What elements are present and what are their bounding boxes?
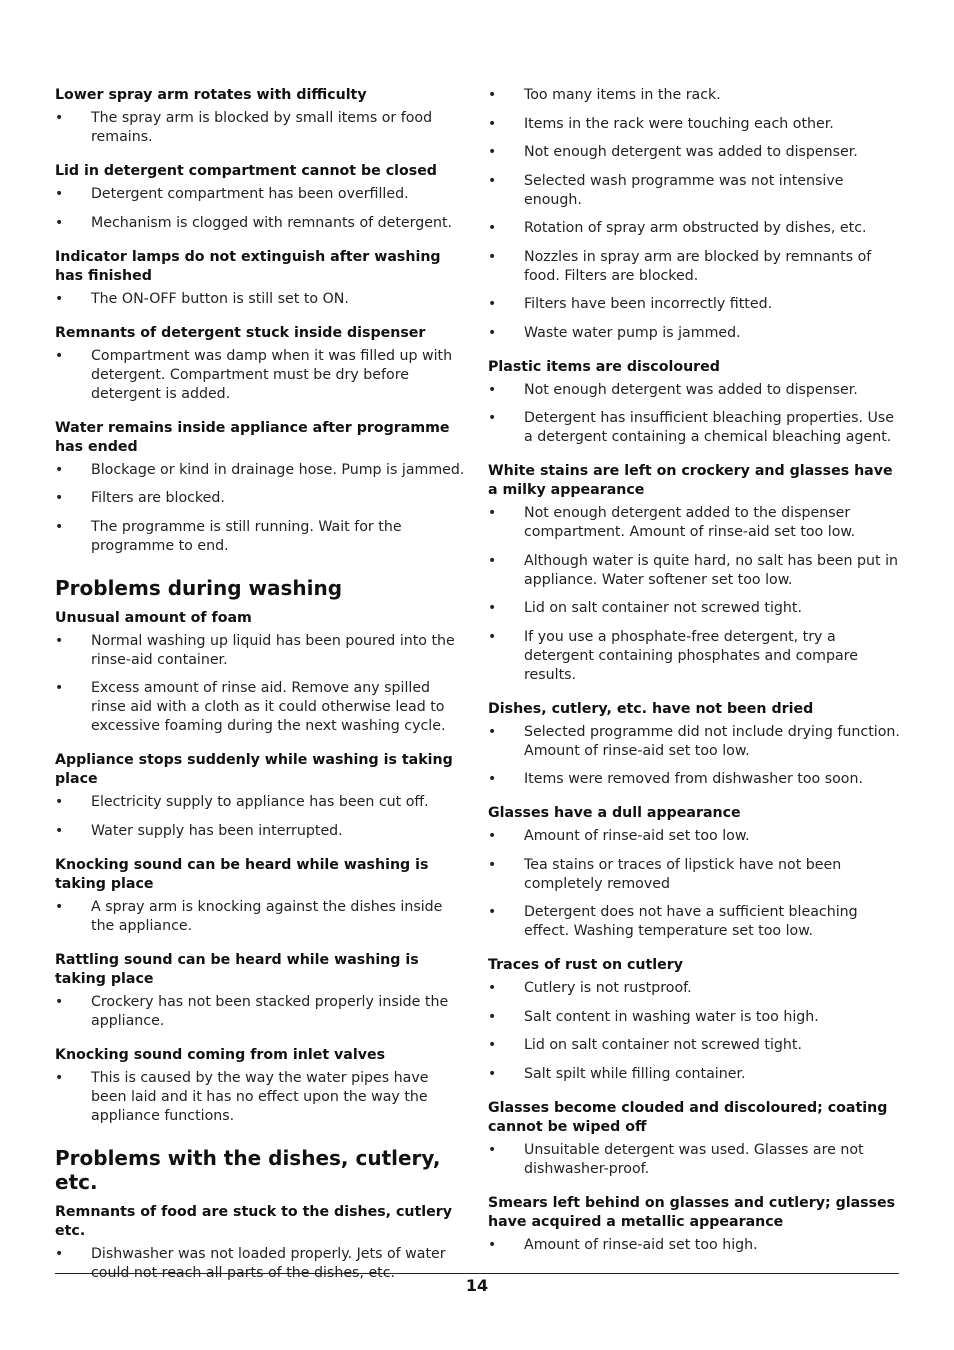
list-item-text: Electricity supply to appliance has been cut off. bbox=[91, 794, 429, 810]
list-item bbox=[488, 599, 900, 618]
bullet-icon: • bbox=[55, 490, 64, 506]
list-item-text: Tea stains or traces of lipstick have not been completely removed bbox=[524, 856, 842, 892]
list-item-text: Not enough detergent added to the dispenser compartment. Amount of rinse-aid set too low. bbox=[524, 505, 856, 540]
list-item bbox=[55, 185, 467, 204]
list-item-text: Detergent compartment has been overfilled. bbox=[91, 186, 409, 202]
list-item bbox=[488, 219, 900, 238]
section-heading-rest: with the dishes, cutlery, etc. bbox=[55, 1145, 441, 1194]
bullet-icon: • bbox=[488, 505, 497, 521]
problem-section-unusual-amount-of-foam bbox=[55, 609, 467, 737]
list-item-text: Items were removed from dishwasher too soon. bbox=[524, 771, 863, 787]
problem-title: Lower spray arm rotates with difficulty bbox=[55, 87, 367, 103]
list-item bbox=[55, 898, 467, 936]
list-item bbox=[488, 381, 900, 400]
problem-section-glasses-have-a-dull-appearance bbox=[488, 804, 900, 941]
list-item-text: Salt spilt while filling container. bbox=[524, 1065, 746, 1082]
bullet-icon: • bbox=[55, 186, 64, 202]
problem-title: Lid in detergent compartment cannot be closed bbox=[55, 163, 437, 179]
list-item bbox=[488, 295, 900, 314]
problem-title: Smears left behind on glasses and cutlery; glasses have acquired a metallic appearance bbox=[488, 1194, 896, 1230]
list-item bbox=[488, 1065, 900, 1084]
section-heading bbox=[55, 1146, 467, 1194]
list-item-text: Detergent has insufficient bleaching properties. Use a detergent containing a chemical bleaching agent. bbox=[524, 410, 895, 445]
problem-section-rattling-sound-can-be-heard-while-washin bbox=[55, 951, 467, 1031]
list-item bbox=[488, 723, 900, 761]
list-item bbox=[488, 1141, 900, 1179]
bullet-icon: • bbox=[55, 347, 64, 364]
list-item-text: Selected wash programme was not intensive enough. bbox=[524, 172, 844, 208]
list-item bbox=[488, 628, 900, 685]
problem-title: Appliance stops suddenly while washing is taking place bbox=[55, 752, 453, 787]
bullet-icon: • bbox=[488, 115, 497, 132]
list-item bbox=[488, 770, 900, 789]
list-item-text: Dishwasher was not loaded properly. Jets of water could not reach all parts of the dishes, etc. bbox=[91, 1245, 446, 1281]
list-item bbox=[488, 856, 900, 894]
list-item-text: Compartment was damp when it was filled up with detergent. Compartment must be dry before detergent is added. bbox=[91, 347, 453, 402]
list-item-text: Although water is quite hard, no salt has been put in appliance. Water softener set too low. bbox=[524, 552, 899, 588]
list-item bbox=[488, 409, 900, 447]
bullet-icon: • bbox=[488, 410, 497, 426]
problem-section-lid-in-detergent-compartment-cannot-be-c bbox=[55, 162, 467, 233]
list-item-text: The ON-OFF button is still set to ON. bbox=[91, 290, 349, 307]
list-item bbox=[488, 504, 900, 542]
bullet-icon: • bbox=[488, 172, 497, 189]
list-item-text: Unsuitable detergent was used. Glasses are not dishwasher-proof. bbox=[524, 1141, 864, 1177]
problem-section-glasses-become-clouded-and-discoloured-c bbox=[488, 1099, 900, 1179]
problem-title: Unusual amount of foam bbox=[55, 609, 252, 626]
bullet-icon: • bbox=[488, 600, 497, 616]
bullet-icon: • bbox=[488, 296, 497, 312]
section-heading-rest: during washing bbox=[160, 575, 343, 600]
list-item-text: Amount of rinse-aid set too low. bbox=[524, 828, 750, 844]
problem-title: Rattling sound can be heard while washing is taking place bbox=[55, 951, 419, 987]
bullet-icon: • bbox=[488, 828, 497, 844]
problem-section-knocking-sound-coming-from-inlet-valves bbox=[55, 1046, 467, 1126]
list-item bbox=[55, 632, 467, 670]
bullet-icon: • bbox=[488, 723, 497, 740]
list-item-text: Nozzles in spray arm are blocked by remnants of food. Filters are blocked. bbox=[524, 248, 872, 284]
list-item bbox=[55, 822, 467, 841]
bullet-icon: • bbox=[488, 220, 497, 236]
section-heading-first: Problems bbox=[55, 575, 161, 600]
list-item-text: Filters have been incorrectly fitted. bbox=[524, 296, 773, 312]
list-item bbox=[55, 290, 467, 309]
bullet-icon: • bbox=[55, 110, 64, 126]
problem-title: Remnants of food are stuck to the dishes, cutlery etc. bbox=[55, 1203, 453, 1239]
list-item-text: This is caused by the way the water pipes have been laid and it has no effect upon the way the appliance functions. bbox=[91, 1069, 429, 1124]
list-item bbox=[55, 489, 467, 508]
problem-section-indicator-lamps-do-not-extinguish-after- bbox=[55, 248, 467, 309]
list-item-text: Not enough detergent was added to dispenser. bbox=[524, 144, 858, 160]
list-item-text: If you use a phosphate-free detergent, try a detergent containing phosphates and compare results. bbox=[524, 628, 858, 683]
bullet-icon: • bbox=[488, 248, 497, 265]
problem-title: Indicator lamps do not extinguish after washing has finished bbox=[55, 248, 441, 284]
problem-title: Glasses become clouded and discoloured; coating cannot be wiped off bbox=[488, 1099, 888, 1135]
problem-section bbox=[488, 86, 900, 343]
problem-section-white-stains-are-left-on-crockery-and-gl bbox=[488, 462, 900, 685]
list-item bbox=[488, 172, 900, 210]
list-item bbox=[488, 979, 900, 998]
problem-section-smears-left-behind-on-glasses-and-cutler bbox=[488, 1194, 900, 1255]
problem-section-remnants-of-detergent-stuck-inside-dispe bbox=[55, 324, 467, 404]
bullet-icon: • bbox=[55, 518, 64, 535]
list-item bbox=[55, 679, 467, 736]
list-item-text: Excess amount of rinse aid. Remove any spilled rinse aid with a cloth as it could otherwise lead to excessive foaming during the next washing cycle. bbox=[91, 680, 446, 734]
problem-section-lower-spray-arm-rotates-with-difficulty bbox=[55, 86, 467, 147]
list-item-text: Waste water pump is jammed. bbox=[524, 324, 741, 341]
list-item bbox=[55, 1069, 467, 1126]
bullet-icon: • bbox=[488, 87, 497, 103]
list-item-text: Mechanism is clogged with remnants of detergent. bbox=[91, 214, 453, 231]
list-item bbox=[55, 347, 467, 404]
problem-title: Knocking sound coming from inlet valves bbox=[55, 1046, 386, 1063]
list-item-text: Detergent does not have a sufficient bleaching effect. Washing temperature set too low. bbox=[524, 904, 858, 939]
list-item bbox=[55, 461, 467, 480]
list-item-text: Items in the rack were touching each other. bbox=[524, 115, 834, 132]
list-item-text: Amount of rinse-aid set too high. bbox=[524, 1236, 758, 1253]
bullet-icon: • bbox=[488, 980, 497, 996]
problem-title: Plastic items are discoloured bbox=[488, 358, 720, 375]
list-item-text: Not enough detergent was added to dispenser. bbox=[524, 381, 858, 398]
list-item-text: Blockage or kind in drainage hose. Pump is jammed. bbox=[91, 461, 465, 478]
list-item-text: The programme is still running. Wait for the programme to end. bbox=[91, 518, 402, 554]
list-item bbox=[55, 993, 467, 1031]
bullet-icon: • bbox=[488, 904, 497, 920]
list-item-text: A spray arm is knocking against the dishes inside the appliance. bbox=[91, 898, 443, 934]
problem-title: Dishes, cutlery, etc. have not been dried bbox=[488, 700, 814, 717]
bullet-icon: • bbox=[55, 632, 64, 649]
problem-title: Water remains inside appliance after programme has ended bbox=[55, 419, 450, 455]
bullet-icon: • bbox=[55, 993, 64, 1010]
list-item bbox=[488, 324, 900, 343]
list-item-text: Too many items in the rack. bbox=[524, 87, 721, 103]
page-number: 14 bbox=[465, 1276, 489, 1295]
problem-section-dishes-cutlery-etc-have-not-been-dried bbox=[488, 700, 900, 790]
bullet-icon: • bbox=[55, 898, 64, 915]
list-item bbox=[488, 827, 900, 846]
bullet-icon: • bbox=[488, 144, 497, 160]
list-item bbox=[488, 248, 900, 286]
problem-section-plastic-items-are-discoloured bbox=[488, 358, 900, 448]
list-item bbox=[55, 518, 467, 556]
bullet-icon: • bbox=[55, 290, 64, 307]
bullet-icon: • bbox=[488, 1065, 497, 1082]
problem-title: Remnants of detergent stuck inside dispenser bbox=[55, 324, 426, 341]
bullet-icon: • bbox=[488, 1037, 497, 1053]
problem-section-remnants-of-food-are-stuck-to-the-dishes bbox=[55, 1203, 467, 1283]
problem-title: Glasses have a dull appearance bbox=[488, 805, 741, 821]
list-item bbox=[55, 214, 467, 233]
problem-section-traces-of-rust-on-cutlery bbox=[488, 956, 900, 1084]
bullet-icon: • bbox=[488, 1008, 497, 1025]
list-item bbox=[488, 1036, 900, 1055]
bullet-icon: • bbox=[55, 461, 64, 478]
problem-title: Traces of rust on cutlery bbox=[488, 957, 684, 973]
list-item-text: Cutlery is not rustproof. bbox=[524, 980, 692, 996]
list-item bbox=[488, 1008, 900, 1027]
list-item bbox=[488, 903, 900, 941]
list-item-text: Salt content in washing water is too high. bbox=[524, 1008, 819, 1025]
problem-section-appliance-stops-suddenly-while-washing-i bbox=[55, 751, 467, 841]
list-item-text: Selected programme did not include drying function. Amount of rinse-aid set too low. bbox=[524, 723, 900, 759]
problem-title: Knocking sound can be heard while washing is taking place bbox=[55, 856, 429, 892]
left-column bbox=[55, 86, 467, 1298]
bullet-icon: • bbox=[55, 214, 64, 231]
bullet-icon: • bbox=[55, 822, 64, 839]
bullet-icon: • bbox=[55, 1245, 64, 1262]
list-item-text: Lid on salt container not screwed tight. bbox=[524, 1037, 802, 1053]
list-item bbox=[488, 552, 900, 590]
list-item-text: Normal washing up liquid has been poured into the rinse-aid container. bbox=[91, 632, 455, 668]
list-item bbox=[488, 86, 900, 105]
list-item bbox=[488, 143, 900, 162]
problem-section-water-remains-inside-appliance-after-pro bbox=[55, 419, 467, 556]
list-item-text: The spray arm is blocked by small items or food remains. bbox=[91, 110, 433, 145]
list-item-text: Filters are blocked. bbox=[91, 490, 225, 506]
list-item-text: Water supply has been interrupted. bbox=[91, 822, 343, 839]
list-item bbox=[55, 793, 467, 812]
right-column bbox=[488, 86, 900, 1270]
section-heading bbox=[55, 576, 467, 600]
section-heading-first: Problems bbox=[55, 1145, 161, 1170]
list-item-text: Rotation of spray arm obstructed by dishes, etc. bbox=[524, 220, 867, 236]
list-item-text: Crockery has not been stacked properly inside the appliance. bbox=[91, 993, 449, 1029]
problem-section-knocking-sound-can-be-heard-while-washin bbox=[55, 856, 467, 936]
bullet-icon: • bbox=[488, 628, 497, 645]
list-item bbox=[488, 1236, 900, 1255]
bullet-icon: • bbox=[488, 552, 497, 569]
bullet-icon: • bbox=[488, 856, 497, 873]
bullet-icon: • bbox=[488, 771, 497, 787]
list-item bbox=[488, 115, 900, 134]
bullet-icon: • bbox=[488, 381, 497, 398]
list-item bbox=[55, 109, 467, 147]
problem-title: White stains are left on crockery and glasses have a milky appearance bbox=[488, 463, 893, 498]
bullet-icon: • bbox=[55, 680, 64, 696]
bullet-icon: • bbox=[488, 324, 497, 341]
bullet-icon: • bbox=[55, 794, 64, 810]
footer-divider bbox=[55, 1273, 899, 1274]
bullet-icon: • bbox=[55, 1069, 64, 1086]
bullet-icon: • bbox=[488, 1141, 497, 1158]
bullet-icon: • bbox=[488, 1236, 497, 1253]
list-item-text: Lid on salt container not screwed tight. bbox=[524, 600, 802, 616]
